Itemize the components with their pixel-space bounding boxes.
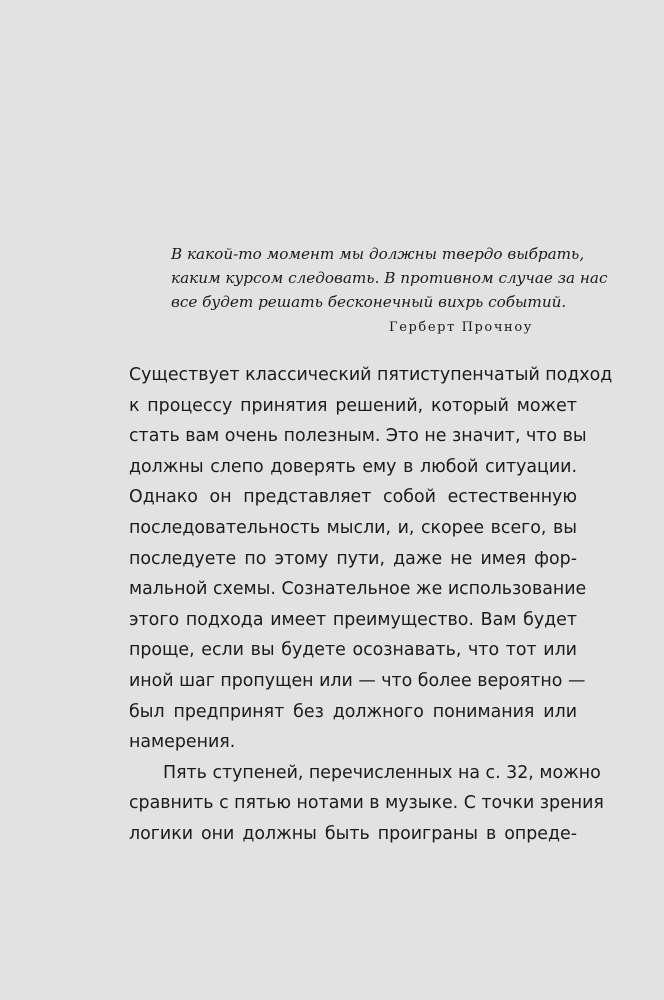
text-line: Существует классический пятиступенчатый подход <box>129 365 613 385</box>
epigraph-line: все будет решать бесконечный вихрь событий. <box>171 293 567 311</box>
text-line: логики они должны быть проиграны в опреде- <box>129 823 577 844</box>
text-line: Однако он представляет собой естественную <box>129 487 577 508</box>
epigraph-author: Герберт Прочноу <box>388 320 533 335</box>
text-line: должны слепо доверять ему в любой ситуации. <box>129 456 577 477</box>
text-line: этого подхода имеет преимущество. Вам будет <box>129 609 577 630</box>
text-line: Пять ступеней, перечисленных на с. 32, можно <box>163 762 601 783</box>
text-line: был предпринят без должного понимания или <box>129 701 577 722</box>
text-line: сравнить с пятью нотами в музыке. С точки зрения <box>129 793 604 814</box>
text-line: к процессу принятия решений, который может <box>129 395 577 416</box>
text-line: последуете по этому пути, даже не имея фор- <box>129 548 577 569</box>
paragraph-2 <box>129 758 604 850</box>
text-line: проще, если вы будете осознавать, что тот или <box>129 640 577 661</box>
text-line: иной шаг пропущен или — что более вероятно — <box>129 670 586 691</box>
text-line: намерения. <box>129 732 236 753</box>
epigraph-line: В какой-то момент мы должны твердо выбрать, <box>171 245 585 263</box>
text-line: последовательность мысли, и, скорее всего, вы <box>129 517 577 538</box>
body-text <box>129 360 613 850</box>
epigraph-line: каким курсом следовать. В противном случае за нас <box>171 269 608 287</box>
epigraph <box>171 242 608 340</box>
paragraph-1 <box>129 360 613 758</box>
text-line: мальной схемы. Сознательное же использование <box>129 579 587 600</box>
text-line: стать вам очень полезным. Это не значит, что вы <box>129 426 587 447</box>
